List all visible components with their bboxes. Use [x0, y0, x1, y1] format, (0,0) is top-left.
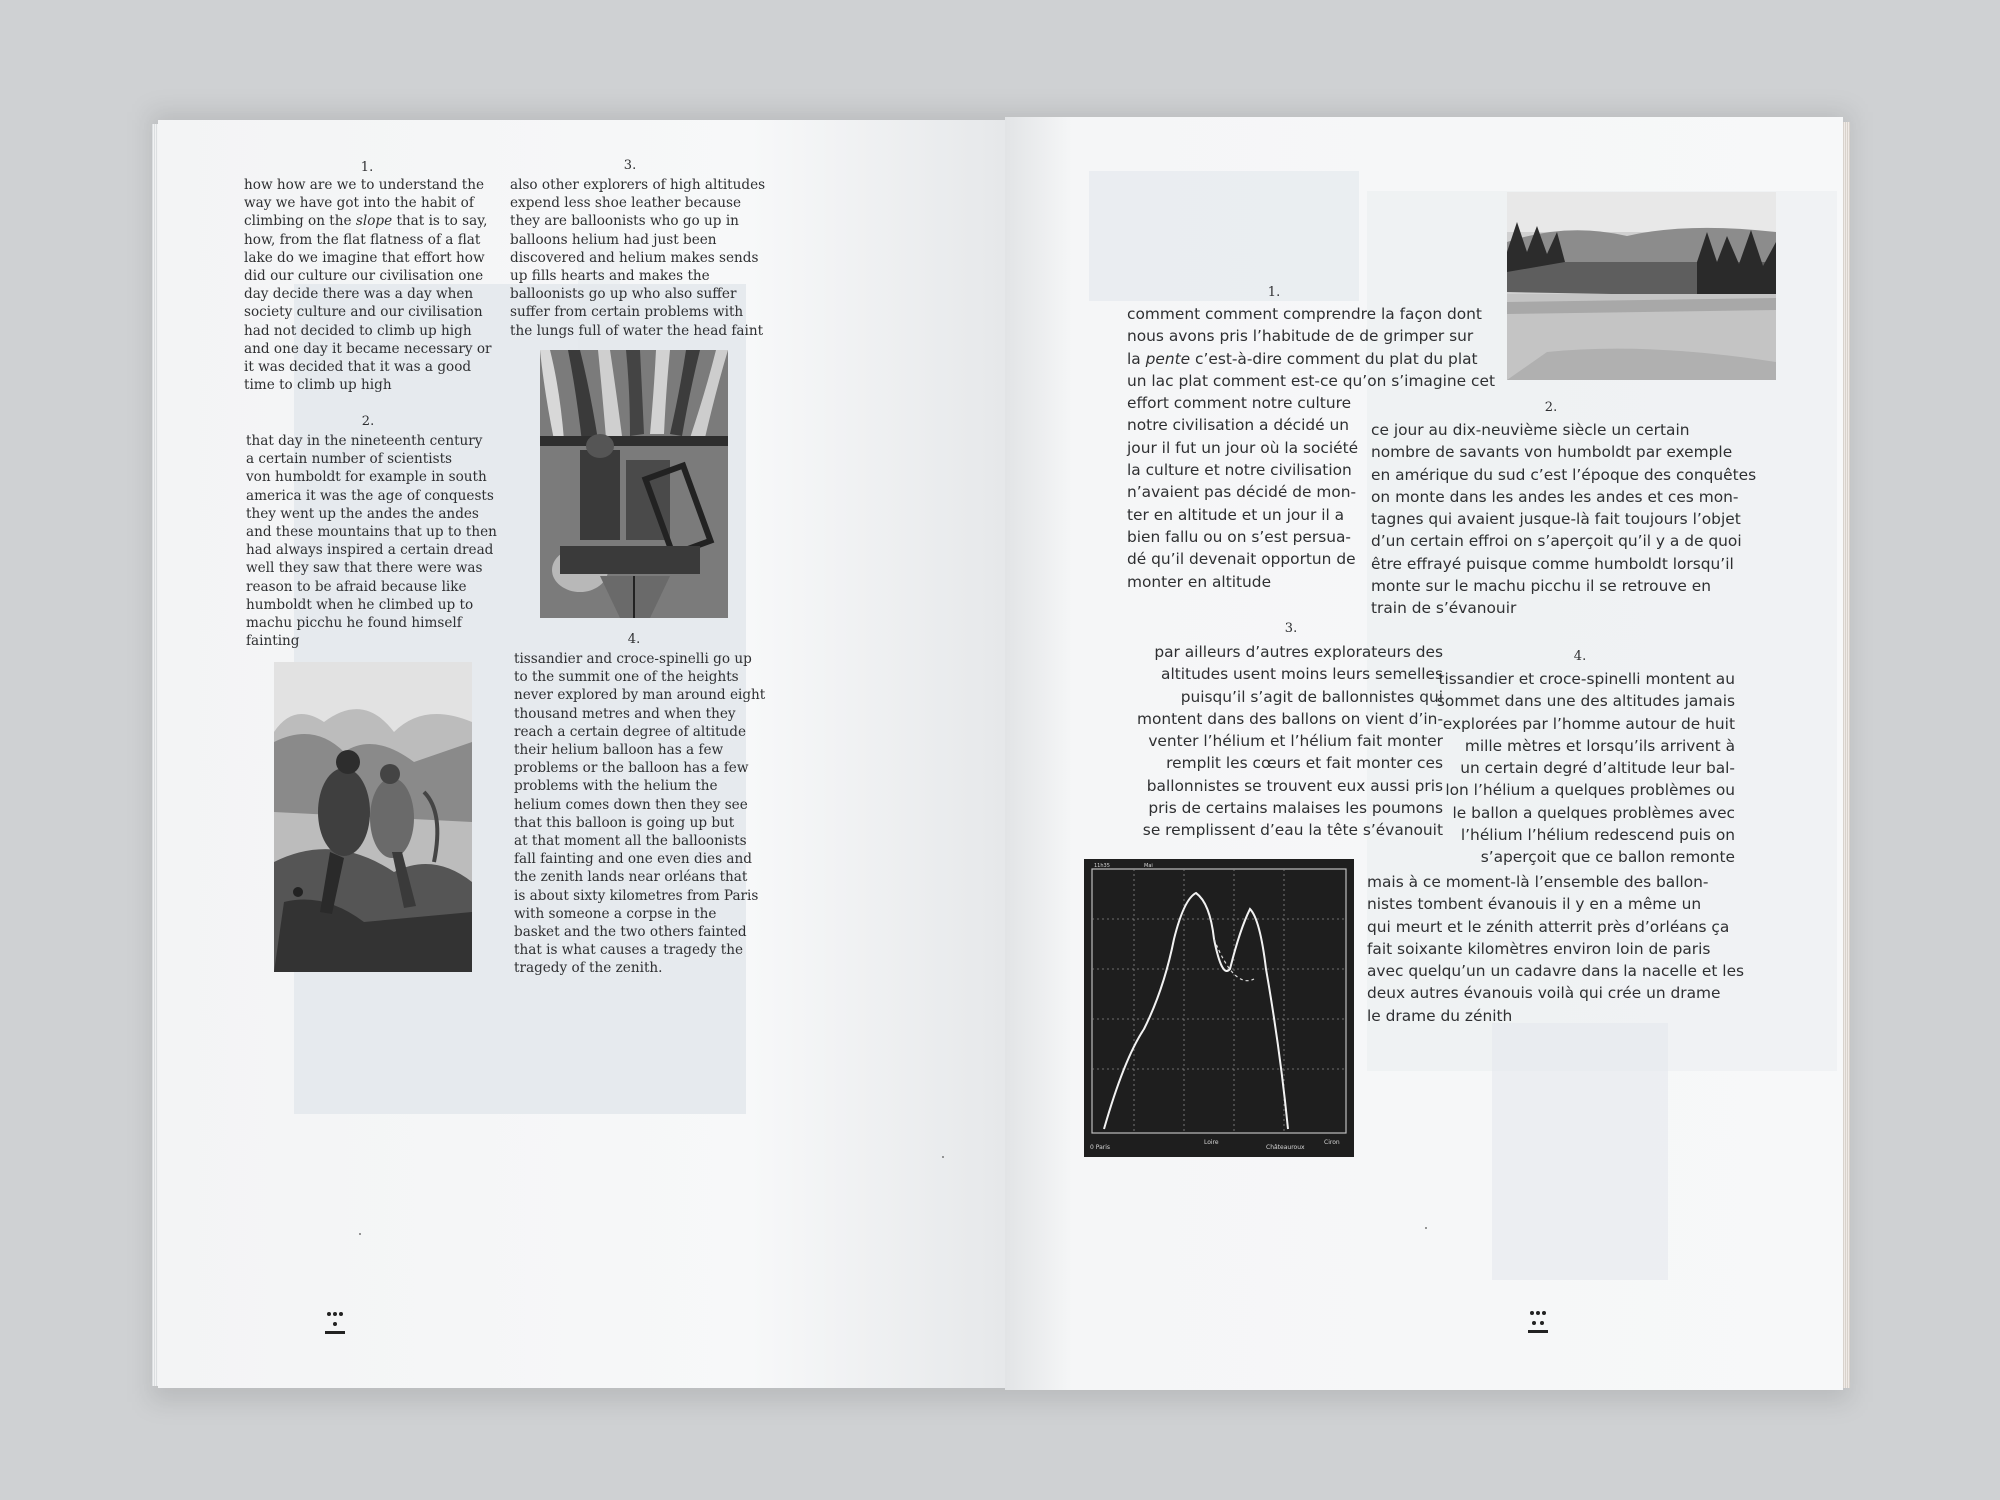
altitude-profile-chart: [1084, 859, 1354, 1157]
folio-mark-right: [1528, 1311, 1558, 1351]
ghost-print-top: [1089, 171, 1359, 301]
section-number-3: 3.: [623, 158, 637, 173]
section-3-text: also other explorers of high altitudes expend less shoe leather because they are balloonists who go up in balloons helium had just been discovered and helium makes sends up fills hearts and makes the balloonists go up who also suffer suffer from certain problems with the lungs full of water the head faint: [510, 177, 766, 339]
section-number-1: 1.: [360, 160, 374, 175]
speck: [942, 1156, 944, 1158]
fr-section-1-emphasis: pente: [1145, 349, 1191, 368]
mountain-climbers-engraving: [274, 662, 472, 972]
section-2-text: that day in the nineteenth century a certain number of scientists von humboldt for example in south america it was the age of conquests they went up the andes the andes and these mountains that up to then had always inspired a certain dread well they saw that there were was reason to be afraid because like humboldt when he climbed up to machu picchu he found himself fainting: [246, 433, 497, 650]
lake-landscape-photo: [1507, 192, 1776, 380]
section-1-text: how how are we to understand the way we have got into the habit of climbing on the slope that is to say, how, from the flat flatness of a flat lake do we imagine that effort how did our culture our civilisation one day decide there was a day when society culture and our civilisation had not decided to climb up high and one day it became necessary or it was decided that it was a good time to climb up high: [244, 177, 492, 394]
fr-section-number-4: 4.: [1573, 649, 1587, 664]
folio-mark-left: [324, 1312, 354, 1352]
chart-label-chateauroux: Châteauroux: [1266, 1144, 1305, 1151]
fr-section-3-text: par ailleurs d’autres explorateurs des altitudes usent moins leurs semelles puisqu’il s’agit de ballonnistes qui montent dans des ballons on vient d’in- venter l’hélium et l’hélium fait monter remplit les cœurs et fait monter ces ballonnistes se trouvent eux aussi pris pris de certains malaises les poumons se remplissent d’eau la tête s’évanouit: [1136, 643, 1443, 840]
fr-section-number-2: 2.: [1544, 400, 1558, 415]
fr-section-1-text: comment comment comprendre la façon dont nous avons pris l’habitude de de grimper sur la pente c’est-à-dire comment du plat du plat un lac plat comment est-ce qu’on s’imagine cet effort comment notre culture notre civilisation a décidé un jour il fut un jour où la société la culture et notre civilisation n’avaient pas décidé de mon- ter en altitude et un jour il a bien fallu ou on s’est persua- dé qu’il devenait opportun de monter en altitude: [1127, 305, 1495, 591]
chart-label-top: Mai: [1144, 863, 1153, 869]
chart-label-loire: Loire: [1204, 1139, 1219, 1146]
fr-section-2-text: ce jour au dix-neuvième siècle un certain nombre de savants von humboldt par exemple en amérique du sud c’est l’époque des conquêtes on monte dans les andes les andes et ces mon- tagnes qui avaient jusque-là fait toujours l’objet d’un certain effroi on s’aperçoit qu’il y a de quoi être effrayé puisque comme humboldt lorsqu’il monte sur le machu picchu il se retrouve en train de s’évanouir: [1371, 421, 1757, 618]
right-page: [1005, 117, 1843, 1390]
ghost-print-bottom: [1492, 1023, 1668, 1280]
chart-label-top-left: 11h35: [1094, 863, 1110, 869]
section-number-4: 4.: [627, 632, 641, 647]
chart-label-ciron: Ciron: [1324, 1139, 1340, 1146]
section-1-emphasis: slope: [355, 213, 393, 230]
speck: [1425, 1227, 1427, 1229]
speck: [359, 1233, 361, 1235]
fr-section-4-text-bottom: mais à ce moment-là l’ensemble des ballon- nistes tombent évanouis il y en a même un qui meurt et le zénith atterrit près d’orléans ça fait soixante kilomètres environ loin de paris avec quelqu’un un cadavre dans la nacelle et les deux autres évanouis voilà qui crée un drame le drame du zénith: [1367, 873, 1745, 1025]
left-page: [158, 120, 1005, 1388]
chart-label-paris: 0 Paris: [1090, 1144, 1111, 1151]
fr-section-number-3: 3.: [1284, 621, 1298, 636]
section-number-2: 2.: [361, 414, 375, 429]
fr-section-number-1: 1.: [1267, 285, 1281, 300]
section-4-text: tissandier and croce-spinelli go up to the summit one of the heights never explored by man around eight thousand metres and when they reach a certain degree of altitude their helium balloon has a few problems or the balloon has a few problems with the helium the helium comes down then they see that this balloon is going up but at that moment all the balloonists fall fainting and one even dies and the zenith lands near orléans that is about sixty kilometres from Paris with someone a corpse in the basket and the two others fainted that is what causes a tragedy the tragedy of the zenith.: [514, 651, 766, 977]
fr-section-4-text-top: tissandier et croce-spinelli montent au sommet dans une des altitudes jamais explorées par l’homme autour de huit mille mètres et lorsqu’ils arrivent à un certain degré d’altitude leur bal- lon l’hélium a quelques problèmes ou le ballon a quelques problèmes avec l’hélium l’hélium redescend puis on s’aperçoit que ce ballon remonte: [1436, 670, 1735, 867]
balloon-engraving: [540, 350, 728, 618]
